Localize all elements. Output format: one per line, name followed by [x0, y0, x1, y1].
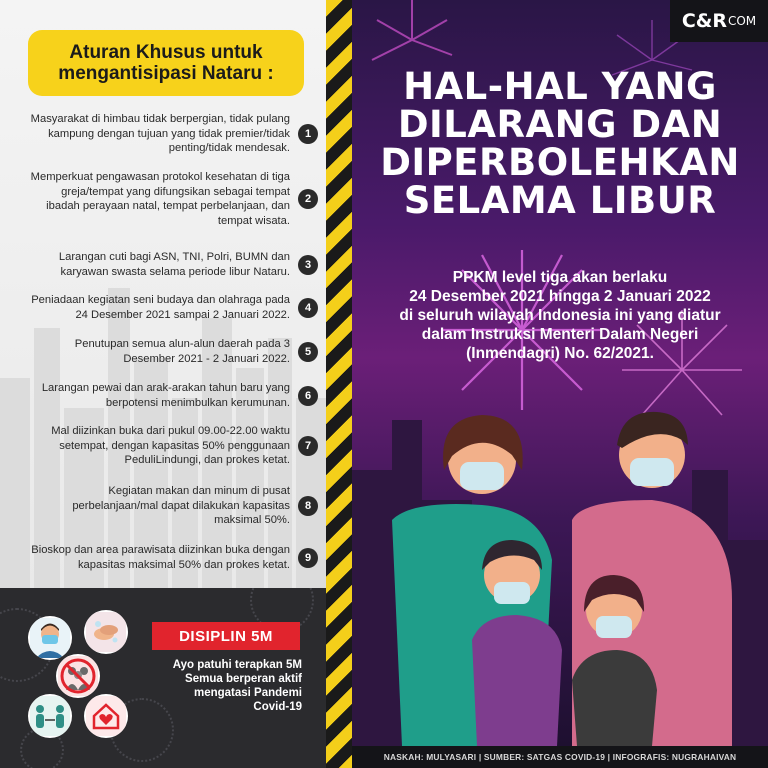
rule-item-6 [22, 381, 318, 410]
hazard-stripe-divider [326, 0, 352, 768]
rules-panel [0, 0, 326, 588]
sub-line: PPKM level tiga akan berlaku [452, 269, 668, 286]
rule-text: Bioskop dan area parawisata diizinkan buka dengan kapasitas maksimal 50% dan prokes ketat. [31, 544, 290, 571]
rule-item-9 [22, 543, 318, 572]
disiplin-5m-panel [0, 588, 326, 768]
rule-number: 1 [298, 124, 318, 144]
rule-number: 4 [298, 298, 318, 318]
sub-line: di seluruh wilayah Indonesia ini yang diatur [399, 307, 721, 324]
rule-text: Mal diizinkan buka dari pukul 09.00-22.00 waktu setempat, dengan kapasitas 50% penggunaan PeduliLindungi, dan prokes ketat. [51, 425, 290, 466]
stay-home-icon [84, 694, 128, 738]
rule-item-5 [22, 337, 318, 366]
rule-item-7 [22, 424, 318, 468]
rule-item-8 [22, 484, 318, 528]
headline-line: SELAMA LIBUR [403, 179, 717, 222]
rule-text: Larangan pewai dan arak-arakan tahun baru yang berpotensi menimbulkan kerumunan. [41, 382, 290, 409]
disiplin-5m-message [150, 658, 302, 714]
rule-text: Larangan cuti bagi ASN, TNI, Polri, BUMN dan karyawan swasta selama periode libur Nataru. [58, 251, 290, 278]
rules-title-box [28, 30, 304, 96]
disiplin-line1: Ayo patuhi terapkan 5M [172, 659, 302, 671]
rule-number: 6 [298, 386, 318, 406]
credits-bar: NASKAH: MULYASARI | SUMBER: SATGAS COVID-19 | INFOGRAFIS: NUGRAHAIVAN [352, 746, 768, 768]
mask-icon [28, 616, 72, 660]
no-crowd-icon [56, 654, 100, 698]
sub-line: 24 Desember 2021 hingga 2 Januari 2022 [409, 288, 711, 305]
ppkm-description [366, 268, 754, 363]
sub-line: dalam Instruksi Menteri Dalam Negeri [421, 326, 699, 343]
headline [352, 65, 768, 222]
headline-panel [352, 0, 768, 746]
rules-title-line2: mengantisipasi Nataru : [58, 63, 274, 84]
rule-item-3 [22, 250, 318, 279]
rule-item-2 [22, 170, 318, 228]
rule-text: Penutupan semua alun-alun daerah pada 3 Desember 2021 - 2 Januari 2022. [74, 338, 290, 365]
headline-line: HAL-HAL YANG [403, 65, 717, 108]
rule-number: 9 [298, 548, 318, 568]
sub-line: (Inmendagri) No. 62/2021. [466, 345, 654, 362]
rules-title-line1: Aturan Khusus untuk [69, 42, 263, 63]
handwash-icon [84, 610, 128, 654]
disiplin-line3: mengatasi Pandemi [193, 687, 302, 699]
logo-main: C&R [681, 10, 727, 32]
distance-icon [28, 694, 72, 738]
rule-number: 2 [298, 189, 318, 209]
family-illustration [392, 412, 732, 746]
rule-item-4 [22, 293, 318, 322]
headline-line: DIPERBOLEHKAN [380, 141, 740, 184]
rule-number: 5 [298, 342, 318, 362]
rule-text: Peniadaan kegiatan seni budaya dan olahraga pada 24 Desember 2021 sampai 2 Januari 2022. [31, 294, 290, 321]
rule-item-1 [22, 112, 318, 156]
logo-small: COM [727, 14, 757, 28]
disiplin-line2: Semua berperan aktif [185, 673, 302, 685]
rule-number: 8 [298, 496, 318, 516]
disiplin-5m-badge: DISIPLIN 5M [152, 622, 300, 650]
rule-number: 7 [298, 436, 318, 456]
brand-logo [670, 0, 768, 42]
rule-text: Memperkuat pengawasan protokol kesehatan di tiga greja/tempat yang difungsikan sebagai tempat ibadah perayaan natal, tempat perbelanjaan, dan tempat wisata. [30, 171, 290, 227]
rule-text: Kegiatan makan dan minum di pusat perbelanjaan/mal dapat dilakukan kapasitas maksimal 50%. [72, 485, 290, 526]
disiplin-line4: Covid-19 [253, 701, 302, 713]
rule-text: Masyarakat di himbau tidak berpergian, tidak pulang kampung dengan tujuan yang tidak premier/tidak penting/tidak mendesak. [30, 113, 290, 154]
rule-number: 3 [298, 255, 318, 275]
headline-line: DILARANG DAN [397, 103, 723, 146]
